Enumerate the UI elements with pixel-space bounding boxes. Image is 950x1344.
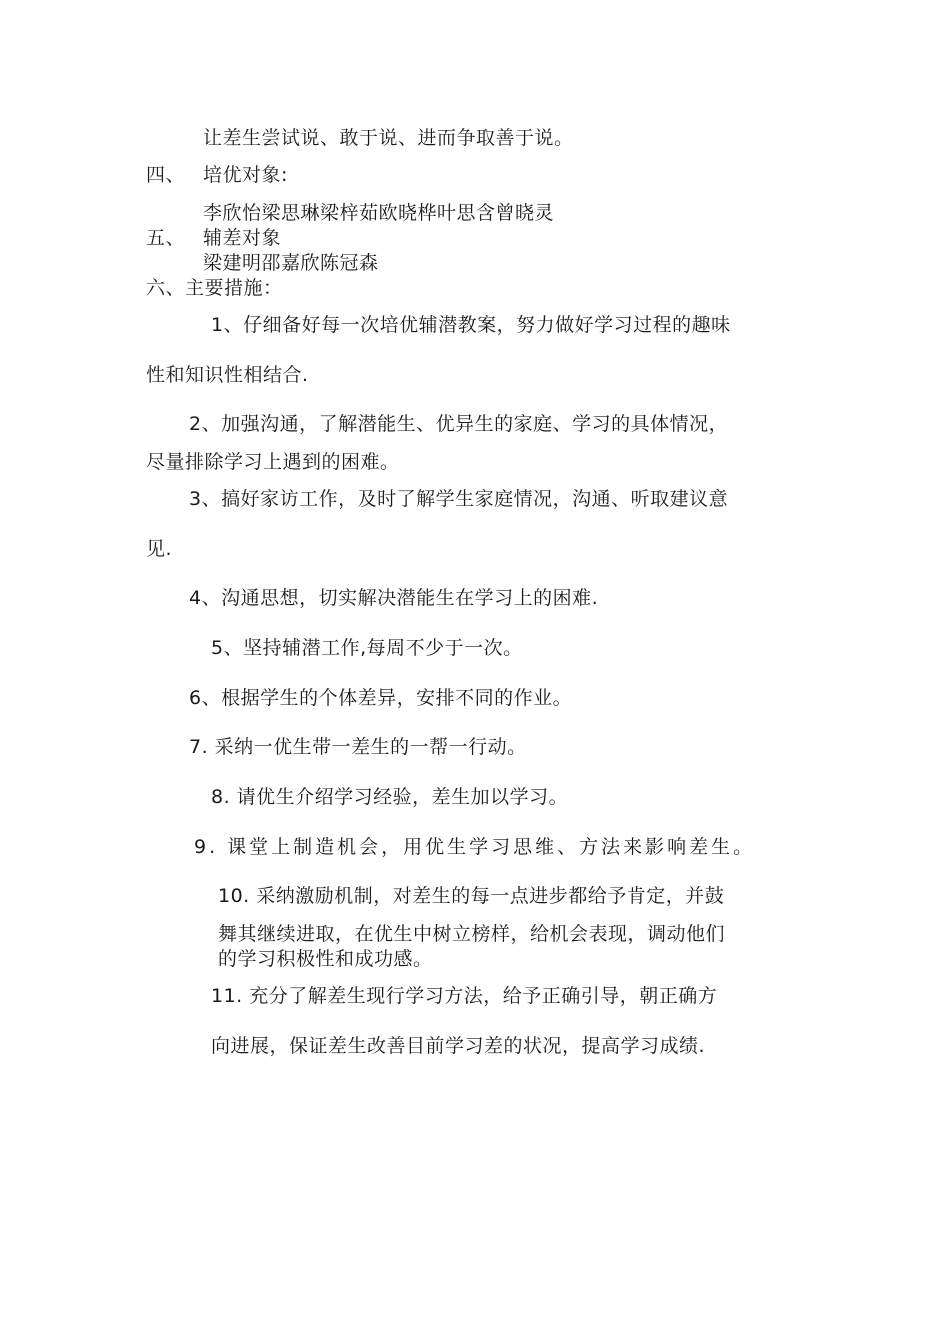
text-line: 性和知识性相结合. <box>146 364 309 386</box>
section-heading: 辅差对象 <box>203 227 282 249</box>
text-line: 李欣怡梁思琳梁梓茹欧晓桦叶思含曾晓灵 <box>203 202 555 224</box>
list-item: 5、坚持辅潜工作,每周不少于一次。 <box>211 637 523 659</box>
list-item: 4、沟通思想，切实解决潜能生在学习上的困难. <box>189 587 599 609</box>
list-item: 7. 采纳一优生带一差生的一帮一行动。 <box>189 736 527 758</box>
list-item: 6、根据学生的个体差异，安排不同的作业。 <box>189 687 573 709</box>
text-line: 尽量排除学习上遇到的困难。 <box>146 451 400 473</box>
text-line: 梁建明邵嘉欣陈冠森 <box>203 252 379 274</box>
list-item: 2、加强沟通，了解潜能生、优异生的家庭、学习的具体情况， <box>189 413 729 435</box>
text-line: 让差生尝试说、敢于说、进而争取善于说。 <box>203 127 574 149</box>
list-item: 11. 充分了解差生现行学习方法，给予正确引导，朝正确方 <box>211 985 718 1007</box>
list-item: 10. 采纳激励机制，对差生的每一点进步都给予肯定，并鼓 <box>218 885 725 907</box>
section-heading: 六、主要措施： <box>146 277 283 299</box>
text-line: 舞其继续进取，在优生中树立榜样，给机会表现，调动他们 <box>218 923 726 945</box>
section-number: 五、 <box>146 227 186 249</box>
text-line: 见. <box>146 538 173 560</box>
text-line: 向进展，保证差生改善目前学习差的状况，提高学习成绩. <box>211 1035 706 1057</box>
section-number: 四、 <box>146 164 186 186</box>
list-item: 9. 课堂上制造机会，用优生学习思维、方法来影响差生。 <box>194 836 756 858</box>
list-item: 8. 请优生介绍学习经验，差生加以学习。 <box>211 786 569 808</box>
list-item: 3、搞好家访工作，及时了解学生家庭情况，沟通、听取建议意 <box>189 488 729 510</box>
text-line: 的学习积极性和成功感。 <box>218 948 433 970</box>
section-heading: 培优对象: <box>203 164 288 186</box>
list-item: 1、仔细备好每一次培优辅潜教案，努力做好学习过程的趣味 <box>211 314 731 336</box>
